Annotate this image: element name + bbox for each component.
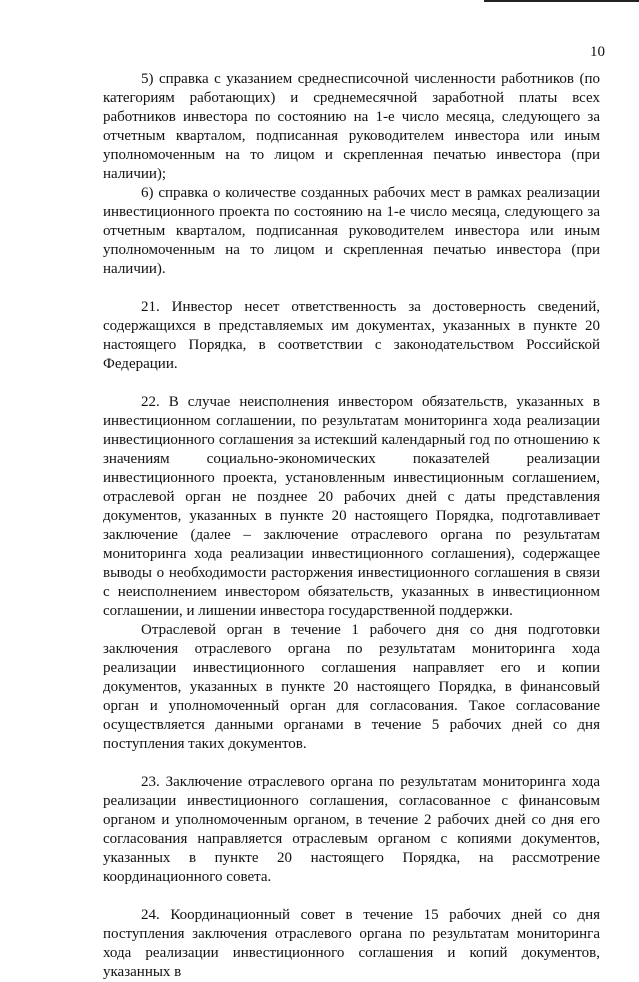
paragraph-clause-24: 24. Координационный совет в течение 15 рабочих дней со дня поступления заключения отраслевого органа по результатам мониторинга хода реализации инвестиционного соглашения и копий документов, указанных в [103,907,600,980]
paragraph-gap [103,279,600,298]
paragraph-gap [103,754,600,773]
paragraph-item-5: 5) справка с указанием среднесписочной численности работников (по категориям работающих) и среднемесячной заработной платы всех работников инвестора по состоянию на 1-е число месяца, следующего за отчетным кварталом, подписанная руководителем инвестора или иным уполномоченным на то лицом и скрепленная печатью инвестора (при наличии); [103,71,600,182]
paragraph-clause-22-continued: Отраслевой орган в течение 1 рабочего дня со дня подготовки заключения отраслевого органа по результатам мониторинга хода реализации инвестиционного соглашения направляет его и копии документов, указанных в пункте 20 настоящего Порядка, в финансовый орган и уполномоченный орган для согласования. Такое согласование осуществляется данными органами в течение 5 рабочих дней со дня поступления таких документов. [103,622,600,752]
paragraph-clause-23: 23. Заключение отраслевого органа по результатам мониторинга хода реализации инвестиционного соглашения, согласованное с финансовым органом и уполномоченным органом, в течение 2 рабочих дней со дня его согласования направляется отраслевым органом с копиями документов, указанных в пункте 20 настоящего Порядка, на рассмотрение координационного совета. [103,774,600,885]
paragraph-clause-22: 22. В случае неисполнения инвестором обязательств, указанных в инвестиционном соглашении, по результатам мониторинга хода реализации инвестиционного соглашения за истекший календарный год по отношению к значениям социально-экономических показателей реализации инвестиционного проекта, установленным инвестиционным соглашением, отраслевой орган не позднее 20 рабочих дней с даты представления документов, указанных в пункте 20 настоящего Порядка, подготавливает заключение (далее – заключение отраслевого органа по результатам мониторинга хода реализации инвестиционного соглашения), содержащее выводы о необходимости расторжения инвестиционного соглашения в связи с неисполнением инвестором обязательств, указанных в инвестиционном соглашении, и лишении инвестора государственной поддержки. [103,394,600,619]
paragraph-item-6: 6) справка о количестве созданных рабочих мест в рамках реализации инвестиционного проекта по состоянию на 1-е число месяца, следующего за отчетным кварталом, подписанная руководителем инвестора или иным уполномоченным на то лицом и скрепленная печатью инвестора (при наличии). [103,185,600,277]
document-body [103,70,600,982]
paragraph-clause-21: 21. Инвестор несет ответственность за достоверность сведений, содержащихся в представляемых им документах, указанных в пункте 20 настоящего Порядка, в соответствии с законодательством Российской Федерации. [103,299,600,372]
paragraph-gap [103,887,600,906]
top-border-line [484,0,639,2]
page-number: 10 [590,44,605,60]
paragraph-gap [103,374,600,393]
